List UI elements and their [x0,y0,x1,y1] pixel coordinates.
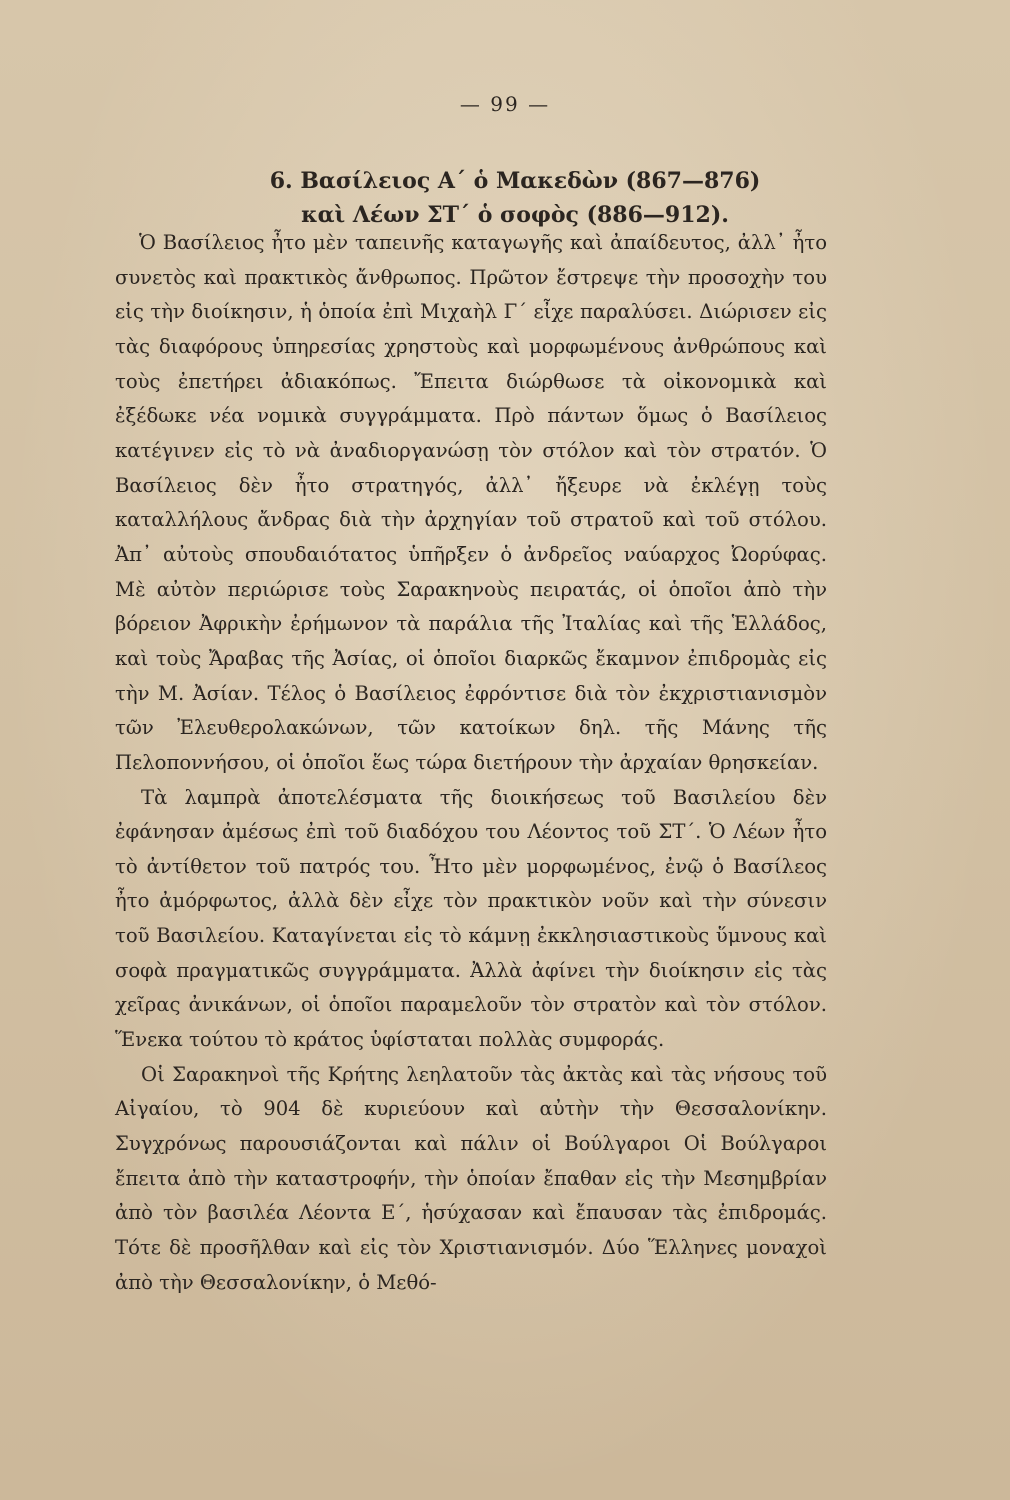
section-heading-line-2: καὶ Λέων ΣΤ΄ ὁ σοφὸς (886—912). [301,202,729,228]
body-text [115,226,827,1300]
section-heading [150,164,880,232]
page-number: — 99 — [459,92,551,116]
paragraph-1: Ὁ Βασίλειος ἦτο μὲν ταπεινῆς καταγωγῆς καὶ ἀπαίδευτος, ἀλλ᾽ ἦτο συνετὸς καὶ πρακτικὸς ἄνθρωπος. Πρῶτον ἔστρεψε τὴν προσοχὴν του εἰς τὴν διοίκησιν, ἡ ὁποία ἐπὶ Μιχαὴλ Γ΄ εἶχε παραλύσει. Διώρισεν εἰς τὰς διαφόρους ὑπηρεσίας χρηστοὺς καὶ μορφωμένους ἀνθρώπους καὶ τοὺς ἐπετήρει ἀδιακόπως. Ἔπειτα διώρθωσε τὰ οἰκονομικὰ καὶ ἐξέδωκε νέα νομικὰ συγγράμματα. Πρὸ πάντων ὅμως ὁ Βασίλειος κατέγινεν εἰς τὸ νὰ ἀναδιοργανώσῃ τὸν στόλον καὶ τὸν στρατόν. Ὁ Βασίλειος δὲν ἦτο στρατηγός, ἀλλ᾽ ἤξευρε νὰ ἐκλέγῃ τοὺς καταλλήλους ἄνδρας διὰ τὴν ἀρχηγίαν τοῦ στρατοῦ καὶ τοῦ στόλου. Ἀπ᾽ αὐτοὺς σπουδαιότατος ὑπῆρξεν ὁ ἀνδρεῖος ναύαρχος Ὠορύφας. Μὲ αὐτὸν περιώρισε τοὺς Σαρακηνοὺς πειρατάς, οἱ ὁποῖοι ἀπὸ τὴν βόρειον Ἀφρικὴν ἐρήμωνον τὰ παράλια τῆς Ἰταλίας καὶ τῆς Ἑλλάδος, καὶ τοὺς Ἄραβας τῆς Ἀσίας, οἱ ὁποῖοι διαρκῶς ἔκαμνον ἐπιδρομὰς εἰς τὴν Μ. Ἀσίαν. Τέλος ὁ Βασίλειος ἐφρόντισε διὰ τὸν ἐκχριστιανισμὸν τῶν Ἐλευθερολακώνων, τῶν κατοίκων δηλ. τῆς Μάνης τῆς Πελοποννήσου, οἱ ὁποῖοι ἕως τώρα διετήρουν τὴν ἀρχαίαν θρησκείαν. [115,231,827,774]
section-heading-line-1: 6. Βασίλειος Α΄ ὁ Μακεδὼν (867—876) [269,168,761,194]
paragraph-3: Οἱ Σαρακηνοὶ τῆς Κρήτης λεηλατοῦν τὰς ἀκτὰς καὶ τὰς νήσους τοῦ Αἰγαίου, τὸ 904 δὲ κυριεύουν καὶ αὐτὴν τὴν Θεσσαλονίκην. Συγχρόνως παρουσιάζονται καὶ πάλιν οἱ Βούλγαροι Οἱ Βούλγαροι ἔπειτα ἀπὸ τὴν καταστροφήν, τὴν ὁποίαν ἔπαθαν εἰς τὴν Μεσημβρίαν ἀπὸ τὸν βασιλέα Λέοντα Ε΄, ἡσύχασαν καὶ ἔπαυσαν τὰς ἐπιδρομάς. Τότε δὲ προσῆλθαν καὶ εἰς τὸν Χριστιανισμόν. Δύο Ἕλληνες μοναχοὶ ἀπὸ τὴν Θεσσαλονίκην, ὁ Μεθό- [115,1062,827,1294]
paragraph-2: Τὰ λαμπρὰ ἀποτελέσματα τῆς διοικήσεως τοῦ Βασιλείου δὲν ἐφάνησαν ἀμέσως ἐπὶ τοῦ διαδόχου του Λέοντος τοῦ ΣΤ΄. Ὁ Λέων ἦτο τὸ ἀντίθετον τοῦ πατρός του. Ἦτο μὲν μορφωμένος, ἐνῷ ὁ Βασίλεος ἦτο ἀμόρφωτος, ἀλλὰ δὲν εἶχε τὸν πρακτικὸν νοῦν καὶ τὴν σύνεσιν τοῦ Βασιλείου. Καταγίνεται εἰς τὸ κάμνῃ ἐκκλησιαστικοὺς ὕμνους καὶ σοφὰ πραγματικῶς συγγράμματα. Ἀλλὰ ἀφίνει τὴν διοίκησιν εἰς τὰς χεῖρας ἀνικάνων, οἱ ὁποῖοι παραμελοῦν τὸν στρατὸν καὶ τὸν στόλον. Ἕνεκα τούτου τὸ κράτος ὑφίσταται πολλὰς συμφοράς. [115,785,827,1052]
